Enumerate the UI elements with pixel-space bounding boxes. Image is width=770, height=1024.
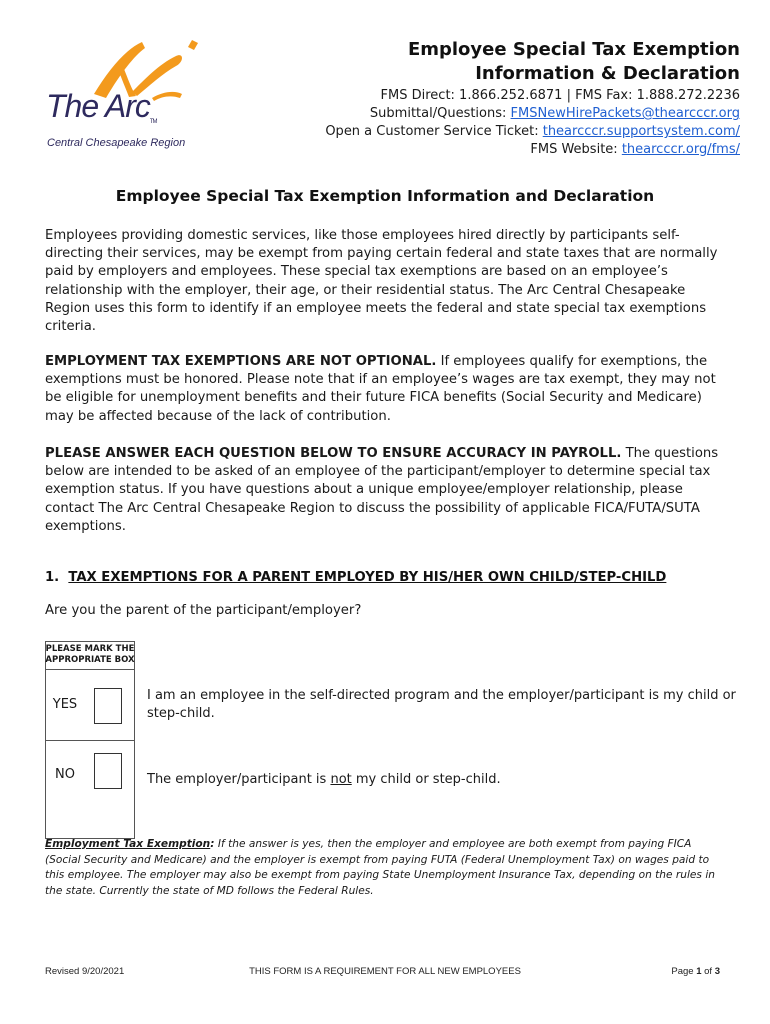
header-title-line2: Information & Declaration: [475, 63, 740, 84]
no-checkbox[interactable]: [94, 753, 122, 789]
yes-checkbox[interactable]: [94, 688, 122, 724]
header-title-line1: Employee Special Tax Exemption: [407, 39, 740, 60]
submittal-email-link[interactable]: FMSNewHirePackets@thearcccr.org: [510, 106, 740, 121]
submittal-line: Submittal/Questions: FMSNewHirePackets@thearcccr.org: [369, 106, 740, 121]
website-line: FMS Website: thearcccr.org/fms/: [530, 142, 740, 157]
exemptions-paragraph: EMPLOYMENT TAX EXEMPTIONS ARE NOT OPTIONAL. If employees qualify for exemptions, the exemptions must be honored. Please note that if an employee’s wages are tax exempt, they may not be eligible for unemployment benefits and their future FICA benefits (Social Security and Medicare) may be affected because of the lack of contribution.: [45, 354, 716, 424]
fms-phone-fax: FMS Direct: 1.866.252.6871 | FMS Fax: 1.888.272.2236: [380, 88, 740, 103]
section1-question: Are you the parent of the participant/employer?: [45, 603, 362, 618]
exemption-note: Employment Tax Exemption: If the answer is yes, then the employer and employee are both exempt from paying FICA (Social Security and Medicare) and the employer is exempt from paying FUTA (Federal Unemployment Tax) on wages paid to this employee. The employer may also be exempt from paying State Unemployment Insurance Tax, depending on the rules in the state. Currently the state of MD follows the Federal Rules.: [45, 838, 715, 897]
intro-paragraph: Employees providing domestic services, like those employees hired directly by participants self-directing their services, may be exempt from paying certain federal and state taxes that are normally paid by employers and employees. These special tax exemptions are based on an employee’s relationship with the employer, their age, or their residential status. The Arc Central Chesapeake Region uses this form to identify if an employee meets the federal and state special tax exemptions criteria.: [45, 228, 718, 335]
document-title: Employee Special Tax Exemption Information and Declaration: [115, 187, 655, 205]
no-option-text: The employer/participant is not my child or step-child.: [147, 772, 501, 787]
footer-requirement: THIS FORM IS A REQUIREMENT FOR ALL NEW EMPLOYEES: [249, 966, 521, 977]
no-label: NO: [55, 767, 75, 782]
yes-label: YES: [52, 697, 78, 712]
section1-heading: 1. TAX EXEMPTIONS FOR A PARENT EMPLOYED BY HIS/HER OWN CHILD/STEP-CHILD: [45, 570, 667, 585]
logo-wordmark: The ArcTM: [46, 88, 157, 125]
ticket-line: Open a Customer Service Ticket: thearcccr.supportsystem.com/: [325, 124, 740, 139]
yes-option-text: I am an employee in the self-directed program and the employer/participant is my child or step-child.: [147, 688, 736, 721]
support-ticket-link[interactable]: thearcccr.supportsystem.com/: [542, 124, 740, 139]
options-table-header: PLEASE MARK THE APPROPRIATE BOX: [45, 641, 135, 670]
logo-region: Central Chesapeake Region: [47, 137, 186, 149]
options-row-divider: [45, 740, 135, 741]
revised-date: Revised 9/20/2021: [45, 966, 125, 977]
fms-website-link[interactable]: thearcccr.org/fms/: [621, 142, 740, 157]
page-number: Page 1 of 3: [671, 966, 720, 977]
instructions-paragraph: PLEASE ANSWER EACH QUESTION BELOW TO ENSURE ACCURACY IN PAYROLL. The questions below are intended to be asked of an employee of the participant/employer to determine special tax exemption status. If you have questions about a unique employee/employer relationship, please contact The Arc Central Chesapeake Region to discuss the possibility of applicable FICA/FUTA/SUTA exemptions.: [45, 446, 719, 534]
